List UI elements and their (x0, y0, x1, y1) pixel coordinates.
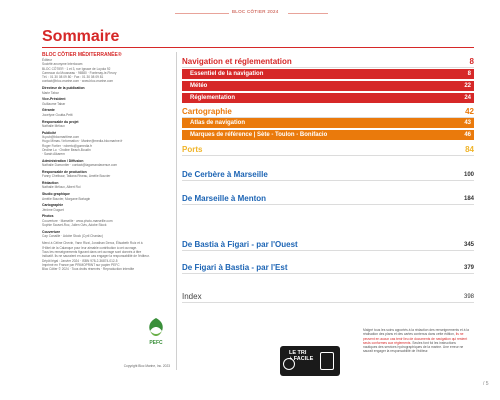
colophon-section (42, 170, 172, 179)
toc-title: De Figari à Bastia - par l'Est (182, 263, 288, 272)
section-line: Guillaume Tabar (42, 101, 66, 106)
disclaimer-notice (363, 328, 471, 354)
legal-line: Merci à Céline Chevin, Yann Rizzi, Jonathan Deroz, Élisabeth Ruiz et à (42, 241, 143, 246)
tri-line: LE TRI (289, 350, 307, 356)
toc-title: De Cerbère à Marseille (182, 170, 268, 179)
section-title: Gérante (42, 108, 55, 113)
toc-page: 84 (465, 145, 474, 154)
legal-line: Dépôt légal : Janvier 2024 · ISBN 978-2-36874-012-5 (42, 258, 118, 263)
toc-page: 100 (463, 171, 474, 178)
toc-route-cerbere-marseille[interactable] (182, 169, 474, 181)
notice-accent: ils ne peuvent en aucun cas tenir lieu de documents de navigation qui restent seuls conformes aux règlements. (363, 332, 468, 345)
colophon-section (42, 192, 172, 201)
toc-page: 42 (465, 107, 474, 116)
section-title: Photos (42, 214, 54, 219)
toc-page: 184 (463, 195, 474, 202)
toc-page: 24 (464, 95, 471, 101)
address-line: Carreaux du Mousseau · 96580 · Fontenay-le-Fleury (42, 70, 117, 75)
section-line: Jocelyne Goutta-Petit (42, 112, 73, 117)
legal-line: l'Hôtel de la Calanque pour leur aimable contribution à cet ouvrage. (42, 245, 138, 250)
toc-item-reglementation[interactable] (182, 93, 474, 103)
page-title: Sommaire (42, 28, 120, 45)
colophon-brand: BLOC CÔTIER MÉDITERRANÉE® (42, 52, 122, 58)
toc-section-navigation[interactable] (182, 56, 474, 68)
section-line: Amélie Bouvier, Morgane Borlagin (42, 196, 91, 201)
notice-text: Seules font foi les instructions nautiques des services hydrographiques de la marine. Une erreur ne saurait engager la responsabilité de l'éditeur. (363, 340, 464, 354)
section-title: Administration / Diffusion (42, 158, 84, 163)
section-line: Couverture · Marseille · www.photo-marseille.com (42, 218, 113, 223)
section-line: lb-pub@blocmaritime.com (42, 134, 80, 139)
section-title: Rédaction (42, 181, 59, 186)
toc-title: Index (182, 292, 202, 301)
toc-title: Atlas de navigation (190, 120, 246, 126)
legal-line: indicatif. Ils ne sauraient en aucun cas engager la responsabilité de l'éditeur. (42, 254, 150, 259)
section-title: Responsable du projet (42, 119, 79, 124)
notice-text: Malgré tous les soins apportés à la rédaction des renseignements et à la réalisation des plans et des cartes contenus dans cette édition, (363, 328, 469, 337)
toc-section-ports[interactable] (182, 144, 474, 156)
section-title: Cartographie (42, 203, 64, 208)
section-line: Sophie Sauvet-Roc, Julien Ovis, Adobe Stock (42, 223, 107, 227)
toc-item-meteo[interactable] (182, 81, 474, 91)
colophon-address (42, 58, 172, 84)
toc-page: 8 (467, 71, 471, 77)
colophon-section (42, 108, 172, 117)
toc-section-cartographie[interactable] (182, 106, 474, 118)
section-title: Vice-Président (42, 97, 66, 102)
toc-route-bastia-figari[interactable] (182, 239, 474, 251)
section-line: Cap Canaille · Adobe Stock (Cyril Chaniac) (42, 234, 103, 239)
toc-title: Essentiel de la navigation (190, 71, 264, 77)
section-line: Roger Fortier · roberto@gomedia.fr (42, 143, 93, 148)
colophon-section (42, 159, 172, 168)
colophon-section (42, 120, 172, 129)
section-title: Directeur de la publication (42, 86, 85, 91)
bin-icon (320, 352, 334, 370)
address-line: contact@bloc-marine.com · www.bloc-marine.com (42, 79, 114, 84)
toc-title: Cartographie (182, 107, 232, 116)
address-line: BLOC CÔTIER · 1 et 3, rue Ignace de Loyola 92 (42, 66, 111, 71)
title-rule (42, 47, 474, 48)
section-line: Nathalie Méloux (42, 123, 65, 128)
le-tri-facile-logo (280, 346, 340, 376)
colophon-section (42, 131, 172, 157)
section-line: Ondine Lo · Ondine Beach-Boudin (42, 147, 91, 152)
toc-route-marseille-menton[interactable] (182, 193, 474, 205)
toc-title: Météo (190, 83, 208, 89)
toc-page: 379 (463, 264, 474, 271)
toc-page: 8 (469, 57, 474, 66)
header-rule-left (175, 13, 229, 14)
tri-line: + FACILE (289, 356, 314, 362)
pefc-logo (142, 315, 170, 347)
legal-line: Bloc Côtier © 2024 · Tous droits réservés · Reproduction interdite (42, 267, 135, 272)
section-line: Nathalie Dumontier · contact@lagomandavenue.com (42, 163, 117, 168)
toc-route-figari-bastia[interactable] (182, 262, 474, 274)
page-number: / 5 (483, 381, 489, 387)
header-rule-right (288, 13, 328, 14)
toc-item-essentiel[interactable] (182, 69, 474, 79)
tri-logo-text (289, 350, 313, 362)
toc-title: De Marseille à Menton (182, 194, 267, 203)
toc-page: 345 (463, 241, 474, 248)
address-line: Tél. : 01 30 08 09 80 · Fax : 01 30 08 09 81 (42, 75, 104, 80)
section-title: Couverture (42, 229, 61, 234)
address-line: Société anonyme Interlocam (42, 62, 83, 67)
toc-index[interactable] (182, 291, 474, 303)
toc-page: 43 (464, 120, 471, 126)
section-title: Responsable de production (42, 170, 87, 175)
section-title: Studio graphique (42, 192, 70, 197)
pefc-label: PEFC (149, 340, 163, 346)
toc-page: 398 (463, 293, 474, 300)
colophon-section (42, 181, 172, 190)
toc-item-atlas[interactable] (182, 118, 474, 128)
header-label: BLOC CÔTIER 2024 (232, 9, 279, 14)
legal-line: Tous les renseignements figurant dans cet ouvrage sont donnés à titre (42, 249, 142, 254)
toc-title: Marques de référence | Sète - Toulon - Bonifacio (190, 132, 328, 138)
section-line: Nathalie Méloux, Albert Roi (42, 185, 81, 190)
copyright: Copyright Bloc Marine, Inc. 2023 (123, 363, 170, 368)
toc-title: De Bastia à Figari - par l'Ouest (182, 240, 298, 249)
section-line: Marie Tabar (42, 90, 59, 95)
toc-title: Navigation et réglementation (182, 57, 292, 66)
toc-item-marques[interactable] (182, 130, 474, 140)
legal-notice (42, 241, 172, 271)
section-title: Publicité (42, 130, 57, 135)
colophon-section (42, 230, 172, 239)
legal-line: Imprimé en France par PRIMOPRINT sur papier PEFC (42, 262, 120, 267)
toc-page: 46 (464, 132, 471, 138)
colophon-section (42, 203, 172, 212)
colophon-section (42, 86, 172, 95)
section-line: Hugo Mimas / Information · Marine@media-blocmarine.fr (42, 139, 123, 144)
section-line: · Sarah Alkarem (42, 152, 65, 157)
toc-page: 22 (464, 83, 471, 89)
section-line: Jérôme Duguet (42, 207, 64, 212)
toc-title: Ports (182, 145, 203, 154)
running-header (0, 8, 500, 18)
address-line: Éditeur (42, 58, 53, 62)
section-line: Fanny Chelbaur, Tatiana Riveau, Amélie Bouvier (42, 174, 111, 179)
colophon-section (42, 214, 172, 227)
toc-title: Réglementation (190, 95, 236, 101)
colophon-section (42, 97, 172, 106)
